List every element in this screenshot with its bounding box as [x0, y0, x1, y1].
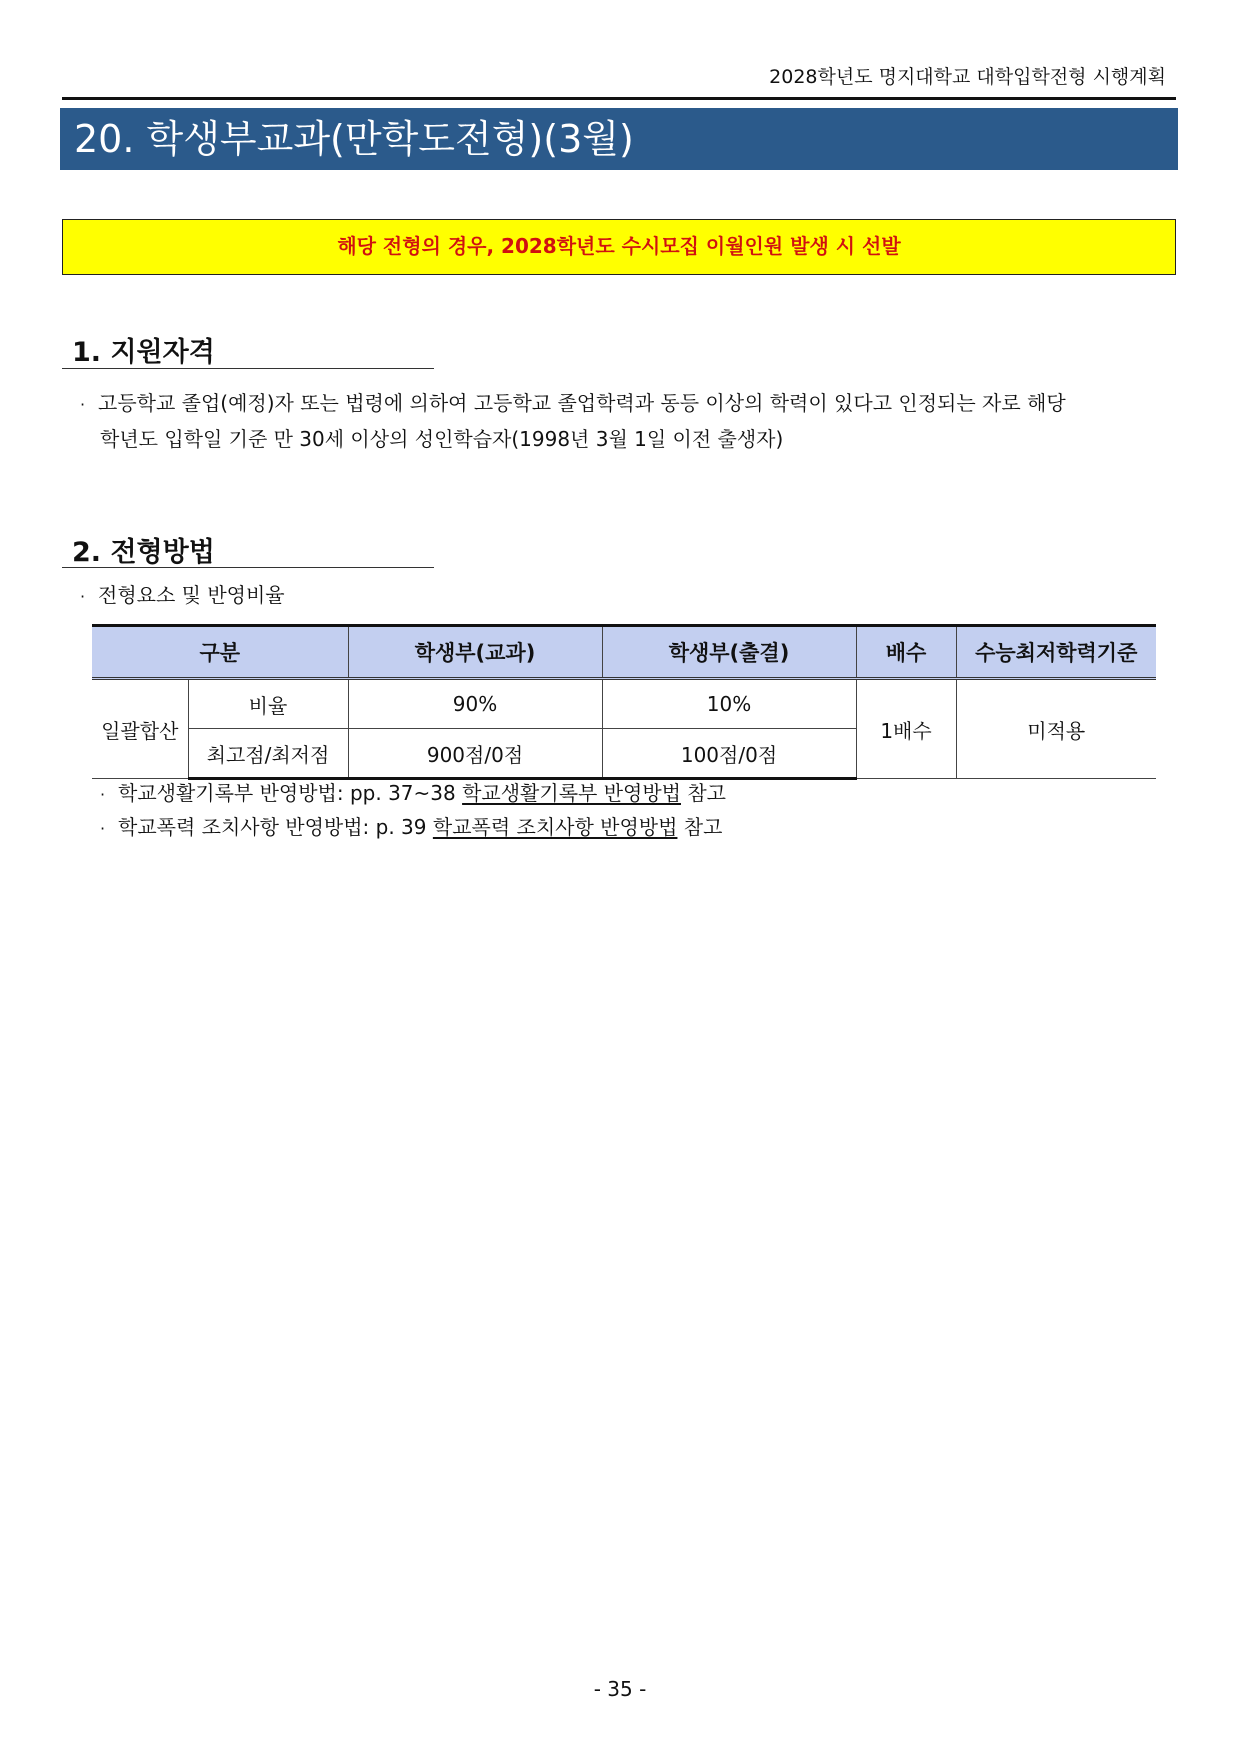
page-title: 20. 학생부교과(만학도전형)(3월): [60, 108, 1178, 170]
table-row: [92, 679, 1156, 729]
chulgyeol-cell: 100점/0점: [602, 729, 856, 779]
note-violence: [100, 810, 722, 846]
gyogwa-cell: 90%: [348, 679, 602, 729]
running-header: 2028학년도 명지대학교 대학입학전형 시행계획: [769, 66, 1166, 88]
row-label-cell: 비율: [188, 679, 348, 729]
reference-link-violence[interactable]: 학교폭력 조치사항 반영방법: [432, 815, 678, 839]
note-text: 학교폭력 조치사항 반영방법: p. 39: [118, 815, 433, 839]
table-header-cell: 학생부(출결): [602, 626, 856, 679]
method-subtitle: [80, 578, 285, 614]
note-record: [100, 776, 726, 812]
note-tail: 참고: [677, 815, 723, 839]
table-header-cell: 구분: [92, 626, 348, 679]
note-text: 학교생활기록부 반영방법: pp. 37~38: [118, 781, 463, 805]
header-rule: [62, 97, 1176, 100]
bullet-dot: ·: [100, 819, 106, 838]
row-label-cell: 최고점/최저점: [188, 729, 348, 779]
gyogwa-cell: 900점/0점: [348, 729, 602, 779]
section-heading-eligibility: 1. 지원자격: [72, 337, 215, 368]
bullet-dot: ·: [100, 785, 106, 804]
table-header-cell: 수능최저학력기준: [956, 626, 1156, 679]
chulgyeol-cell: 10%: [602, 679, 856, 729]
selection-method-table: [92, 624, 1156, 780]
table-header-row: [92, 626, 1156, 679]
reference-link-record[interactable]: 학교생활기록부 반영방법: [462, 781, 681, 805]
table-header-cell: 학생부(교과): [348, 626, 602, 679]
note-tail: 참고: [680, 781, 726, 805]
group-cell: 일괄합산: [92, 679, 188, 779]
eligibility-line-1: 고등학교 졸업(예정)자 또는 법령에 의하여 고등학교 졸업학력과 동등 이상의 학력이 있다고 인정되는 자로 해당: [98, 391, 1066, 415]
multiple-cell: 1배수: [856, 679, 956, 779]
bullet-dot: ·: [80, 587, 86, 606]
section-rule: [62, 567, 434, 568]
bullet-dot: ·: [80, 395, 86, 414]
page-number: - 35 -: [593, 1677, 647, 1701]
table-header-cell: 배수: [856, 626, 956, 679]
section-rule: [62, 368, 434, 369]
notice-box: 해당 전형의 경우, 2028학년도 수시모집 이월인원 발생 시 선발: [62, 219, 1176, 275]
method-subtitle-text: 전형요소 및 반영비율: [98, 583, 285, 607]
eligibility-paragraph: [80, 386, 1190, 456]
section-heading-method: 2. 전형방법: [72, 537, 215, 568]
eligibility-line-2: 학년도 입학일 기준 만 30세 이상의 성인학습자(1998년 3월 1일 이전 출생자): [100, 427, 784, 451]
csat-cell: 미적용: [956, 679, 1156, 779]
